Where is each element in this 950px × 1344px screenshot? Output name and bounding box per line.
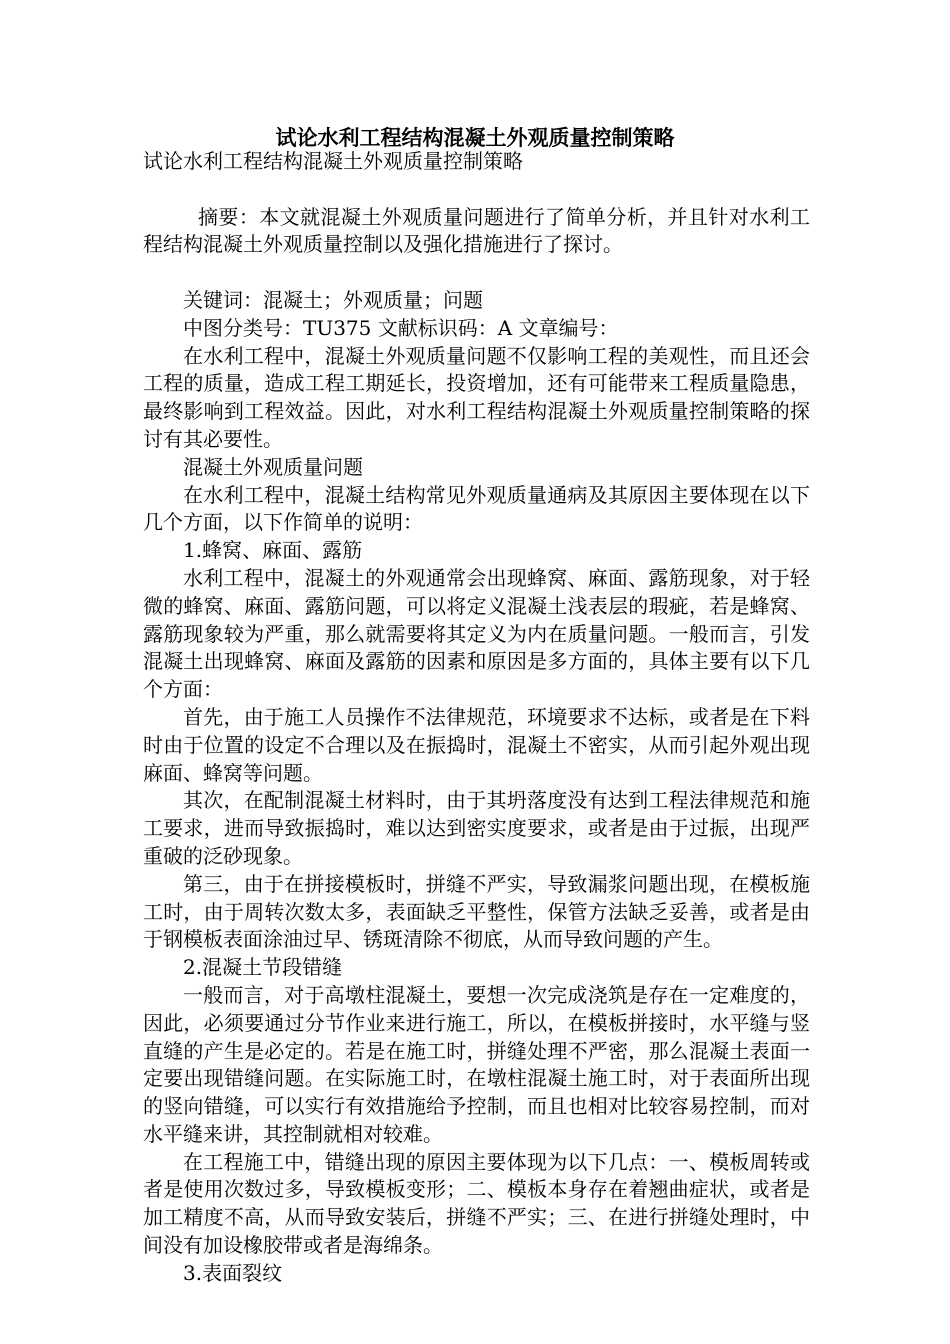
body-paragraph: 水利工程中，混凝土的外观通常会出现蜂窝、麻面、露筋现象，对于轻微的蜂窝、麻面、露筋问题，可以将定义混凝土浅表层的瑕疵，若是蜂窝、露筋现象较为严重，那么就需要将其定义为内在质量问题。一般而言，引发混凝土出现蜂窝、麻面及露筋的因素和原因是多方面的，具体主要有以下几个方面： — [143, 565, 810, 702]
section-heading: 混凝土外观质量问题 — [183, 454, 363, 479]
abstract-paragraph: 摘要：本文就混凝土外观质量问题进行了简单分析，并且针对水利工程结构混凝土外观质量控制以及强化措施进行了探讨。 — [143, 204, 810, 257]
document-title: 试论水利工程结构混凝土外观质量控制策略 — [275, 126, 675, 150]
document-body — [143, 148, 810, 1288]
subsection-heading: 3.表面裂纹 — [183, 1260, 283, 1285]
body-paragraph: 其次，在配制混凝土材料时，由于其坍落度没有达到工程法律规范和施工要求，进而导致振捣时，难以达到密实度要求，或者是由于过振，出现严重破的泛砂现象。 — [143, 788, 810, 868]
body-paragraph: 在工程施工中，错缝出现的原因主要体现为以下几点：一、模板周转或者是使用次数过多，导致模板变形；二、模板本身存在着翘曲症状，或者是加工精度不高，从而导致安装后，拼缝不严实；三、在进行拼缝处理时，中间没有加设橡胶带或者是海绵条。 — [143, 1149, 810, 1258]
classification-line: 中图分类号：TU375 文献标识码：A 文章编号： — [183, 315, 619, 340]
body-paragraph: 首先，由于施工人员操作不法律规范，环境要求不达标，或者是在下料时由于位置的设定不合理以及在振捣时，混凝土不密实，从而引起外观出现麻面、蜂窝等问题。 — [143, 704, 810, 785]
document-subtitle: 试论水利工程结构混凝土外观质量控制策略 — [143, 149, 523, 173]
keywords-line: 关键词：混凝土；外观质量；问题 — [183, 287, 483, 312]
body-paragraph: 在水利工程中，混凝土外观质量问题不仅影响工程的美观性，而且还会工程的质量，造成工程工期延长，投资增加，还有可能带来工程质量隐患，最终影响到工程效益。因此，对水利工程结构混凝土外观质量控制策略的探讨有其必要性。 — [143, 343, 810, 451]
body-paragraph: 一般而言，对于高墩柱混凝土，要想一次完成浇筑是存在一定难度的，因此，必须要通过分节作业来进行施工，所以，在模板拼接时，水平缝与竖直缝的产生是必定的。若是在施工时，拼缝处理不严密，那么混凝土表面一定要出现错缝问题。在实际施工时，在墩柱混凝土施工时，对于表面所出现的竖向错缝，可以实行有效措施给予控制，而且也相对比较容易控制，而对水平缝来讲，其控制就相对较难。 — [143, 982, 810, 1146]
subsection-heading: 2.混凝土节段错缝 — [183, 955, 343, 980]
body-paragraph: 在水利工程中，混凝土结构常见外观质量通病及其原因主要体现在以下几个方面，以下作简单的说明： — [143, 482, 810, 535]
body-paragraph: 第三，由于在拼接模板时，拼缝不严实，导致漏浆问题出现，在模板施工时，由于周转次数太多，表面缺乏平整性，保管方法缺乏妥善，或者是由于钢模板表面涂油过早、锈斑清除不彻底，从而导致问题的产生。 — [143, 871, 810, 952]
subsection-heading: 1.蜂窝、麻面、露筋 — [183, 538, 363, 563]
